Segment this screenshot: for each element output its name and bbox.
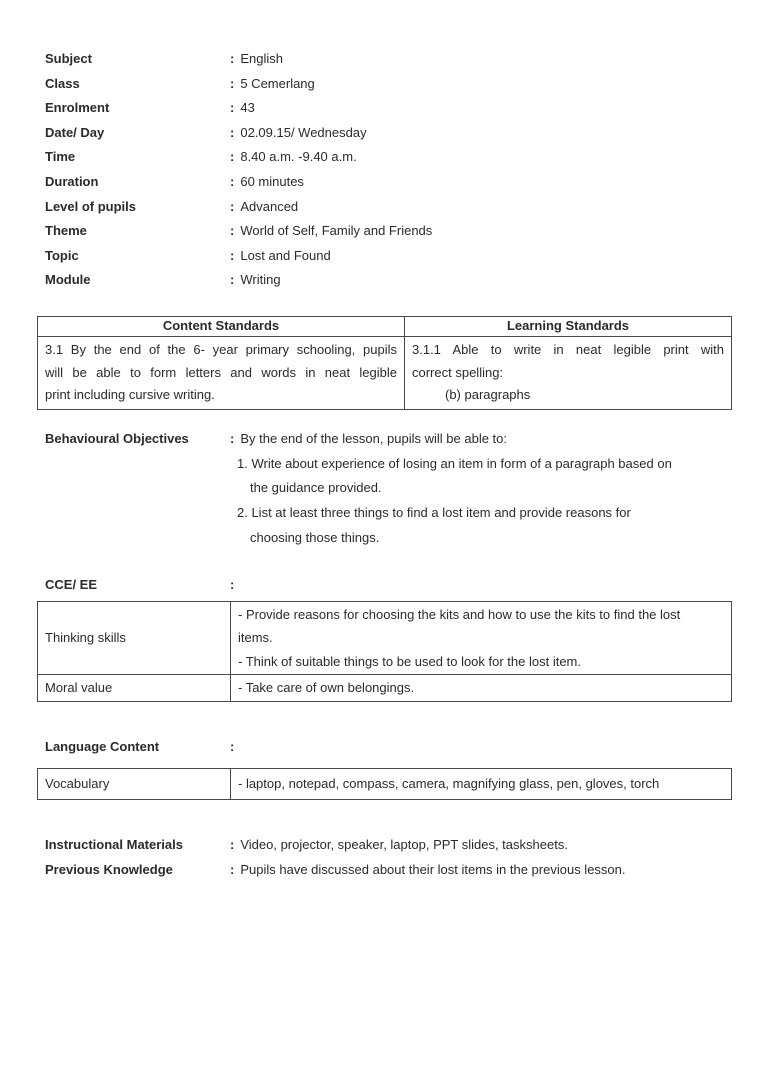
info-label-date-day: Date/ Day [45,124,105,140]
colon: : [230,173,235,189]
info-row-date-day [45,121,731,146]
learning-standards-sub-item: (b) paragraphs [445,387,531,403]
colon: : [230,576,235,592]
colon: : [230,51,235,66]
moral-value-cell [231,675,732,702]
colon: : [230,837,235,853]
objective-item: 1. Write about experience of losing an item in form of a paragraph based on the guidance provided. [237,455,672,496]
info-value-time: 8.40 a.m. -9.40 a.m. [240,149,357,165]
moral-value-text: - Take care of own belongings. [238,680,415,695]
info-row-level [45,195,731,220]
behavioural-objectives-value [230,427,731,551]
objectives-intro-line [230,427,731,452]
instructional-materials-section [45,833,731,858]
info-value-topic: Lost and Found [240,247,331,263]
previous-knowledge-label: Previous Knowledge [45,861,173,877]
colon: : [230,738,235,754]
info-value-date-day: 02.09.15/ Wednesday [240,124,367,140]
info-label-time: Time [45,149,76,165]
objective-item: 2. List at least three things to find a lost item and provide reasons for choosing those things. [237,505,631,545]
info-label-enrolment: Enrolment [45,100,110,116]
info-value-class: 5 Cemerlang [240,75,315,91]
moral-value-row [38,675,732,702]
thinking-skills-cell [231,601,732,675]
behavioural-objectives-section [45,427,731,551]
colon: : [230,198,235,214]
thinking-skills-label: Thinking skills [38,601,231,675]
info-row-subject [45,47,731,72]
colon: : [230,124,235,140]
vocabulary-text: - laptop, notepad, compass, camera, magnifying glass, pen, gloves, torch [238,776,660,792]
info-label-level: Level of pupils [45,198,137,214]
colon: : [230,430,235,446]
vocabulary-table [37,768,732,800]
previous-knowledge-section [45,858,731,883]
learning-standards-header: Learning Standards [405,316,732,336]
info-row-module [45,268,731,293]
info-row-class [45,72,731,97]
instructional-materials-label: Instructional Materials [45,837,183,853]
cce-ee-table [37,601,732,702]
colon: : [230,861,235,877]
learning-standards-text: 3.1.1 Able to write in neat legible print with correct spelling: [412,341,724,380]
info-label-class: Class [45,75,80,91]
cce-ee-label: CCE/ EE [45,576,98,592]
vocabulary-cell [231,769,732,800]
thinking-skills-row [38,601,732,675]
colon: : [230,272,235,288]
content-standards-header: Content Standards [38,316,405,336]
info-row-enrolment [45,96,731,121]
info-row-topic [45,244,731,269]
colon: : [230,247,235,263]
info-row-theme [45,219,731,244]
info-value-level: Advanced [240,198,299,214]
info-label-theme: Theme [45,223,87,239]
info-row-time [45,145,731,170]
info-row-duration [45,170,731,195]
objectives-list [230,452,731,551]
moral-value-label: Moral value [38,675,231,702]
info-value-theme: World of Self, Family and Friends [240,223,433,239]
info-value-enrolment: 43 [240,100,255,116]
info-label-module: Module [45,272,91,288]
lesson-info-block [45,47,731,293]
standards-body-row [38,336,732,409]
thinking-skills-text: - Provide reasons for choosing the kits and how to use the kits to find the lost items. - Think of suitable things to be used to look for the lost item. [238,606,681,669]
colon: : [230,100,235,116]
content-standards-cell [38,336,405,409]
standards-table [37,316,732,410]
colon: : [230,223,235,239]
standards-header-row [38,316,732,336]
cce-ee-section [45,573,731,598]
materials-block [37,833,731,882]
behavioural-objectives-label: Behavioural Objectives [45,430,189,446]
previous-knowledge-value: Pupils have discussed about their lost items in the previous lesson. [240,861,626,877]
language-content-section [45,735,731,760]
content-standards-text: 3.1 By the end of the 6- year primary schooling, pupils will be able to form letters and words in neat legible print including cursive writing. [45,341,397,403]
instructional-materials-value: Video, projector, speaker, laptop, PPT slides, tasksheets. [240,837,568,853]
info-value-subject: English [240,51,283,66]
objectives-intro: By the end of the lesson, pupils will be able to: [240,430,508,446]
colon: : [230,75,235,91]
info-value-module: Writing [240,272,281,288]
language-content-label: Language Content [45,738,160,754]
colon: : [230,149,235,165]
info-label-subject: Subject [45,51,92,66]
info-label-duration: Duration [45,173,99,189]
vocabulary-label: Vocabulary [38,769,231,800]
info-value-duration: 60 minutes [240,173,304,189]
learning-standards-cell [405,336,732,409]
vocabulary-row [38,769,732,800]
info-label-topic: Topic [45,247,79,263]
